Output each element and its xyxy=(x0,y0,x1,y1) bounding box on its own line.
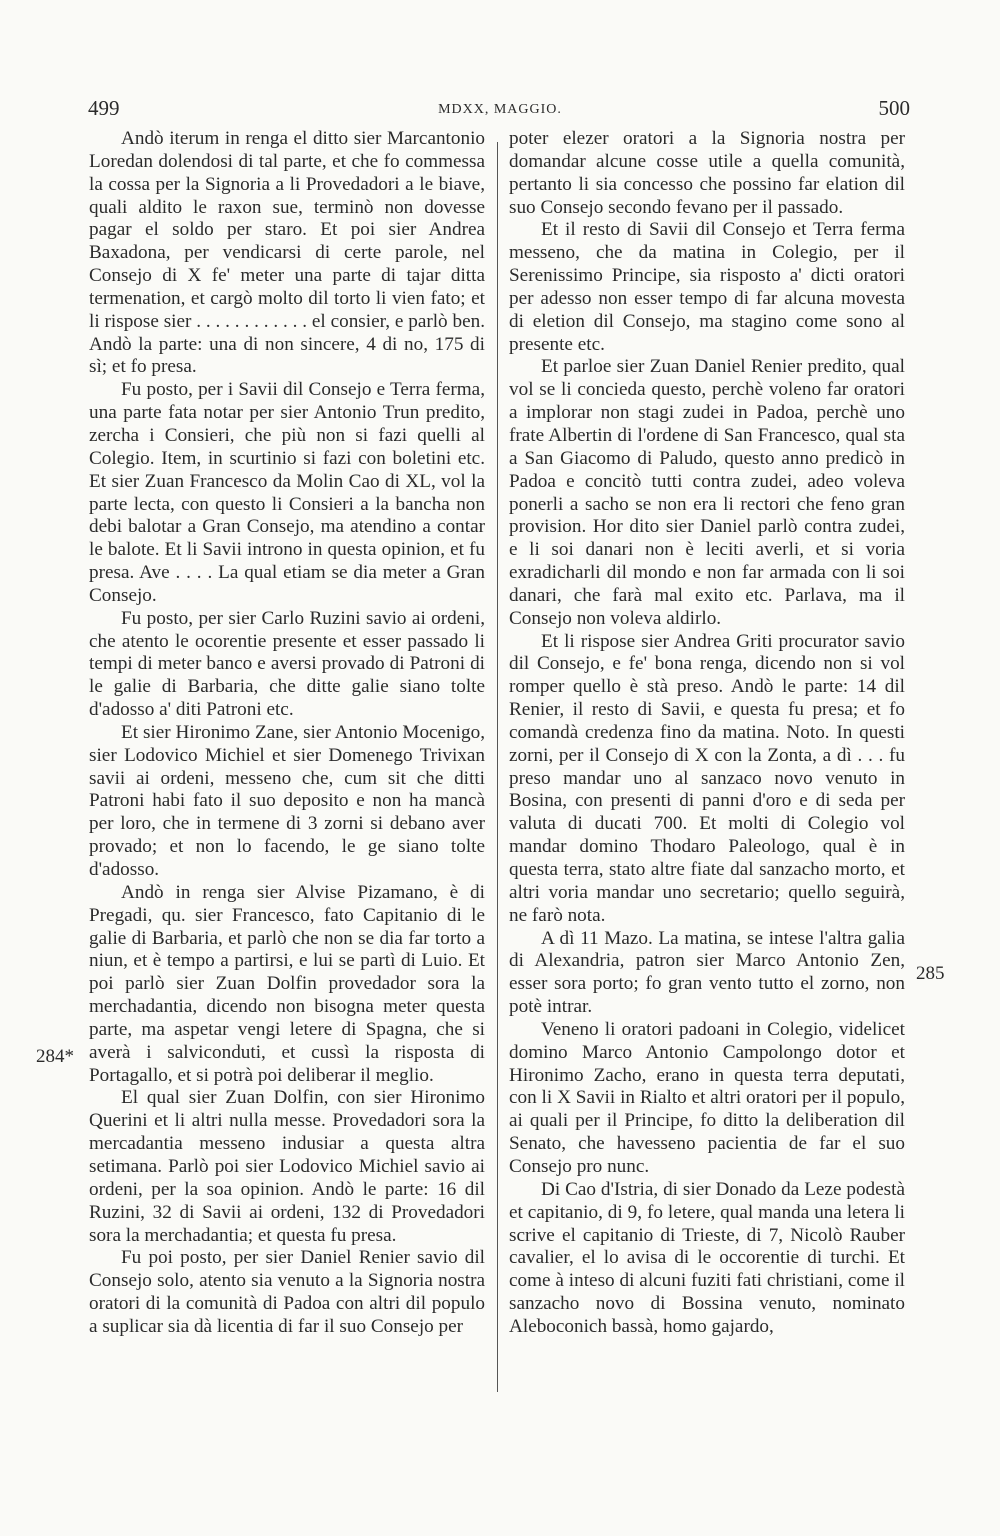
paragraph: Et parloe sier Zuan Daniel Renier predito, qual vol se li concieda questo, perchè voleno far oratori a implorar non stagi zudei in Padoa, perchè uno frate Albertin di l'ordene di San Francesco, qual sta a San Giacomo di Paludo, questo anno predicò in Padoa e concitò tutti contra zudei, adeo voleva ponerli a sacho se non era li rectori che feno gran provision. Hor dito sier Daniel parlò contra zudei, e li soi danari non è leciti averli, et si voria exradicharli dil mondo e non far armada con li soi danari, che farà mal exito etc. Parlava, ma il Consejo non voleva aldirlo. xyxy=(509,356,905,629)
paragraph: Et il resto di Savii dil Consejo et Terra ferma messeno, che da matina in Colegio, per il Serenissimo Principe, sia risposto a' dicti oratori per adesso non esser tempo di far alcuna movesta di eletion dil Consejo, ma stagino come sono al presente etc. xyxy=(509,219,905,355)
paragraph: Veneno li oratori padoani in Colegio, videlicet domino Marco Antonio Campolongo dotor et Hironimo Zacho, erano in questa terra deputati, con li X Savii in Rialto et altri oratori per il populo, ai quali per il Principe, fo ditto la deliberation dil Senato, che havesseno pacientia de far el suo Consejo pro nunc. xyxy=(509,1018,905,1177)
paragraph: Et li rispose sier Andrea Griti procurator savio dil Consejo, e fe' bona renga, dicendo non si vol romper quello è stà preso. Andò le parte: 14 dil Renier, il resto di Savii, e questa fu presa; et fo comandà credenza fino da matina. Noto. In questi zorni, per il Consejo di X con la Zonta, a dì . . . fu preso mandar uno al sanzaco novo venuto in Bosina, con presenti di panni d'oro e di seda per valuta di ducati 700. Et molti di Colegio vol mandar domino Thodaro Paleologo, qual è in questa terra, stato altre fiate dal sanzacho morto, et altri voria mandar uno secretario; quello seguirà, ne farò nota. xyxy=(509,630,905,926)
paragraph: El qual sier Zuan Dolfin, con sier Hironimo Querini et li altri nulla messe. Provedadori sora la mercadantia messeno indusiar a questa altra setimana. Parlò poi sier Lodovico Michiel savio ai ordeni, per la soa opinion. Andò le parte: 16 dil Ruzini, 32 di Savii ai ordeni, 132 di Provedadori sora la merchadantia; et questa fu presa. xyxy=(89,1087,485,1246)
paragraph: poter elezer oratori a la Signoria nostra per domandar alcune cosse utile a quella comunità, pertanto li sia concesso che possino far elation dil suo Consejo secondo fevano per il passado. xyxy=(509,128,905,218)
paragraph: Fu posto, per i Savii dil Consejo e Terra ferma, una parte fata notar per sier Antonio Trun predito, zercha i Consieri, che più non si fazi quelli al Colegio. Item, in scurtinio si fazi con boletini etc. Et sier Zuan Francesco da Molin Cao di XL, vol la parte lecta, con questo li Consieri a la bancha non debi balotar a Gran Consejo, ma atendino a contar le balote. Et li Savii introno in questa opinion, et fu presa. Ave . . . . La qual etiam se dia meter a Gran Consejo. xyxy=(89,379,485,606)
left-page-number: 499 xyxy=(88,96,120,120)
column-divider xyxy=(497,142,498,1392)
paragraph: Andò in renga sier Alvise Pizamano, è di Pregadi, qu. sier Francesco, fato Capitanio di le galie di Barbaria, et parlò che non se dia far torto a niun, et è tempo a partirsi, e lui se partì di Luio. Et poi parlò sier Zuan Dolfin provedador sora la merchadantia, dicendo non bisogna meter questa parte, ma aspetar vengi letere di Spagna, che si averà i salviconduti, et cussì la risposta di Portagallo, et si potrà poi deliberar il meglio. xyxy=(89,881,485,1086)
paragraph: Fu posto, per sier Carlo Ruzini savio ai ordeni, che atento le ocorentie presente et esser passado li tempi di meter banco e aversi provado di Patroni di le galie di Barbaria, che ditte galie siano tolte d'adosso a' diti Patroni etc. xyxy=(89,607,485,721)
margin-note-left: 284* xyxy=(36,1046,74,1067)
margin-note-right: 285 xyxy=(916,963,945,984)
paragraph: Fu poi posto, per sier Daniel Renier savio dil Consejo solo, atento sia venuto a la Signoria nostra oratori di la comunità di Padoa con altri dil populo a suplicar sia dà licentia di far il suo Consejo per xyxy=(89,1247,485,1337)
paragraph: Andò iterum in renga el ditto sier Marcantonio Loredan dolendosi di tal parte, et che fo commessa la cossa per la Signoria a li Provedadori a le biave, quali aldito le raxon sue, terminò non dovesse pagar el soldo per staro. Et poi sier Andrea Baxadona, per vendicarsi di certe parole, nel Consejo di X fe' meter una parte di tajar ditta termenation, et cargò molto dil torto li vien fato; et li rispose sier . . . . . . . . . . . . el consier, e parlò ben. Andò la parte: una di non sincere, 4 di no, 175 di sì; et fo presa. xyxy=(89,128,485,378)
left-column xyxy=(89,128,485,1339)
right-page-number: 500 xyxy=(878,96,910,120)
paragraph: Di Cao d'Istria, di sier Donado da Leze podestà et capitanio, di 9, fo letere, qual manda una letera li scrive el capitanio di Trieste, di 7, Nicolò Rauber cavalier, el lo avisa di le occorentie di turchi. Et come à inteso di alcuni fuziti fati christiani, come il sanzacho novo di Bossina venuto, nominato Aleboconich bassà, homo gajardo, xyxy=(509,1178,905,1337)
paragraph: A dì 11 Mazo. La matina, se intese l'altra galia di Alexandria, patron sier Marco Antonio Zen, esser sora porto; fo gran vento tutto el zorno, non potè intrar. xyxy=(509,927,905,1018)
paragraph: Et sier Hironimo Zane, sier Antonio Mocenigo, sier Lodovico Michiel et sier Domenego Trivixan savii ai ordeni, messeno che, cum sit che ditti Patroni habi fato il suo deposito e non ha mancà per loro, che in termene di 3 zorni si debano aver provado; et non lo facendo, le ge siano tolte d'adosso. xyxy=(89,721,485,880)
running-header: MDXX, MAGGIO. xyxy=(438,102,562,117)
right-column xyxy=(509,128,905,1339)
